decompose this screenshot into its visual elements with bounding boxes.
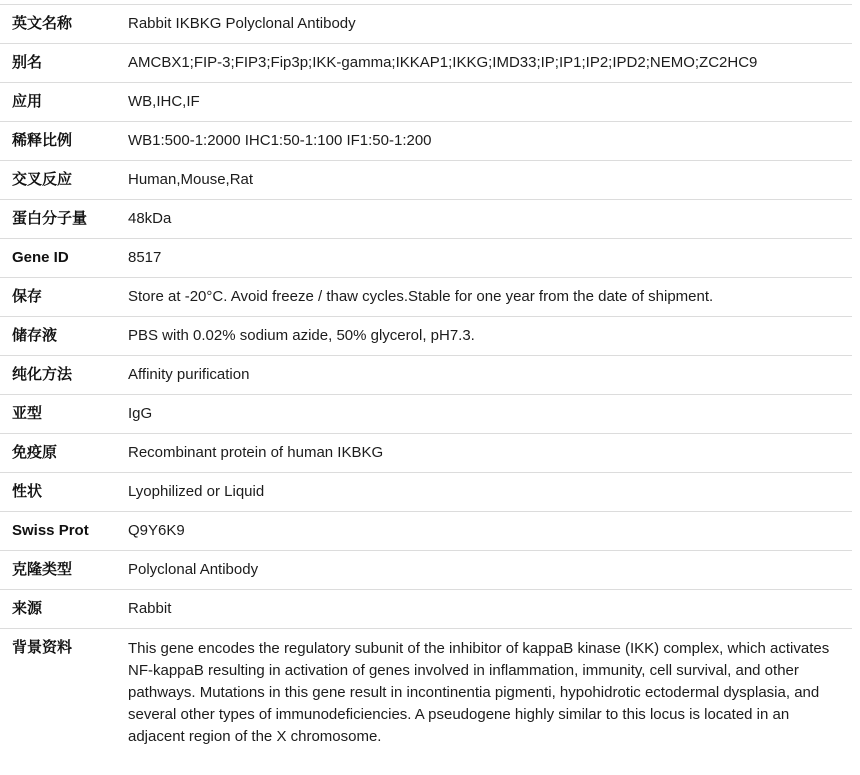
- spec-row-storage-buffer: [0, 317, 852, 356]
- spec-label: 性状: [12, 483, 43, 500]
- spec-row-immunogen: [0, 434, 852, 473]
- spec-row-isotype: [0, 395, 852, 434]
- spec-value: IgG: [128, 405, 153, 422]
- spec-label: 保存: [12, 288, 43, 305]
- spec-row-clonality: [0, 551, 852, 590]
- spec-label: Swiss Prot: [12, 522, 89, 539]
- spec-label: 克隆类型: [12, 561, 73, 578]
- spec-label: 蛋白分子量: [12, 210, 88, 227]
- spec-row-gene-id: [0, 239, 852, 278]
- spec-label: 来源: [12, 600, 43, 617]
- spec-label: 纯化方法: [12, 366, 73, 383]
- spec-label: 亚型: [12, 405, 43, 422]
- spec-row-reactivity: [0, 161, 852, 200]
- spec-row-swiss-prot: [0, 512, 852, 551]
- spec-row-aliases: [0, 44, 852, 83]
- spec-row-source: [0, 590, 852, 629]
- spec-value: Affinity purification: [128, 366, 250, 383]
- spec-value: Q9Y6K9: [128, 522, 185, 539]
- spec-label: 储存液: [12, 327, 58, 344]
- spec-label: 交叉反应: [12, 171, 73, 188]
- spec-value: 8517: [128, 249, 162, 266]
- spec-value: Recombinant protein of human IKBKG: [128, 444, 384, 461]
- spec-row-purification: [0, 356, 852, 395]
- spec-table: [0, 4, 852, 756]
- spec-value: PBS with 0.02% sodium azide, 50% glycerol, pH7.3.: [128, 327, 475, 344]
- spec-row-applications: [0, 83, 852, 122]
- spec-value: Polyclonal Antibody: [128, 561, 259, 578]
- spec-label: Gene ID: [12, 249, 69, 266]
- spec-value: WB1:500-1:2000 IHC1:50-1:100 IF1:50-1:200: [128, 132, 432, 149]
- spec-label: 别名: [12, 54, 43, 71]
- spec-value: Human,Mouse,Rat: [128, 171, 254, 188]
- spec-label: 英文名称: [12, 15, 73, 32]
- spec-row-storage: [0, 278, 852, 317]
- spec-value: Rabbit: [128, 600, 172, 617]
- spec-label: 应用: [12, 93, 43, 110]
- spec-label: 背景资料: [12, 639, 73, 656]
- spec-value: Lyophilized or Liquid: [128, 483, 265, 500]
- spec-value: Rabbit IKBKG Polyclonal Antibody: [128, 15, 356, 32]
- spec-value: This gene encodes the regulatory subunit of the inhibitor of kappaB kinase (IKK) complex, which activates NF-kappaB resulting in activation of genes involved in inflammation, immunity, cell survival, and other pathways. Mutations in this gene result in incontinentia pigmenti, hypohidrotic ectodermal dysplasia, and several other types of immunodeficiencies. A pseudogene highly similar to this locus is located in an adjacent region of the X chromosome.: [128, 640, 830, 745]
- spec-label: 免疫原: [12, 444, 58, 461]
- spec-row-dilution: [0, 122, 852, 161]
- spec-row-background: [0, 629, 852, 756]
- spec-row-molecular-weight: [0, 200, 852, 239]
- spec-value: WB,IHC,IF: [128, 93, 200, 110]
- spec-value: 48kDa: [128, 210, 172, 227]
- spec-value: AMCBX1;FIP-3;FIP3;Fip3p;IKK-gamma;IKKAP1;IKKG;IMD33;IP;IP1;IP2;IPD2;NEMO;ZC2HC9: [128, 54, 758, 71]
- spec-label: 稀释比例: [12, 132, 73, 149]
- spec-row-english-name: [0, 5, 852, 44]
- spec-row-form: [0, 473, 852, 512]
- spec-value: Store at -20°C. Avoid freeze / thaw cycles.Stable for one year from the date of shipment.: [128, 288, 714, 305]
